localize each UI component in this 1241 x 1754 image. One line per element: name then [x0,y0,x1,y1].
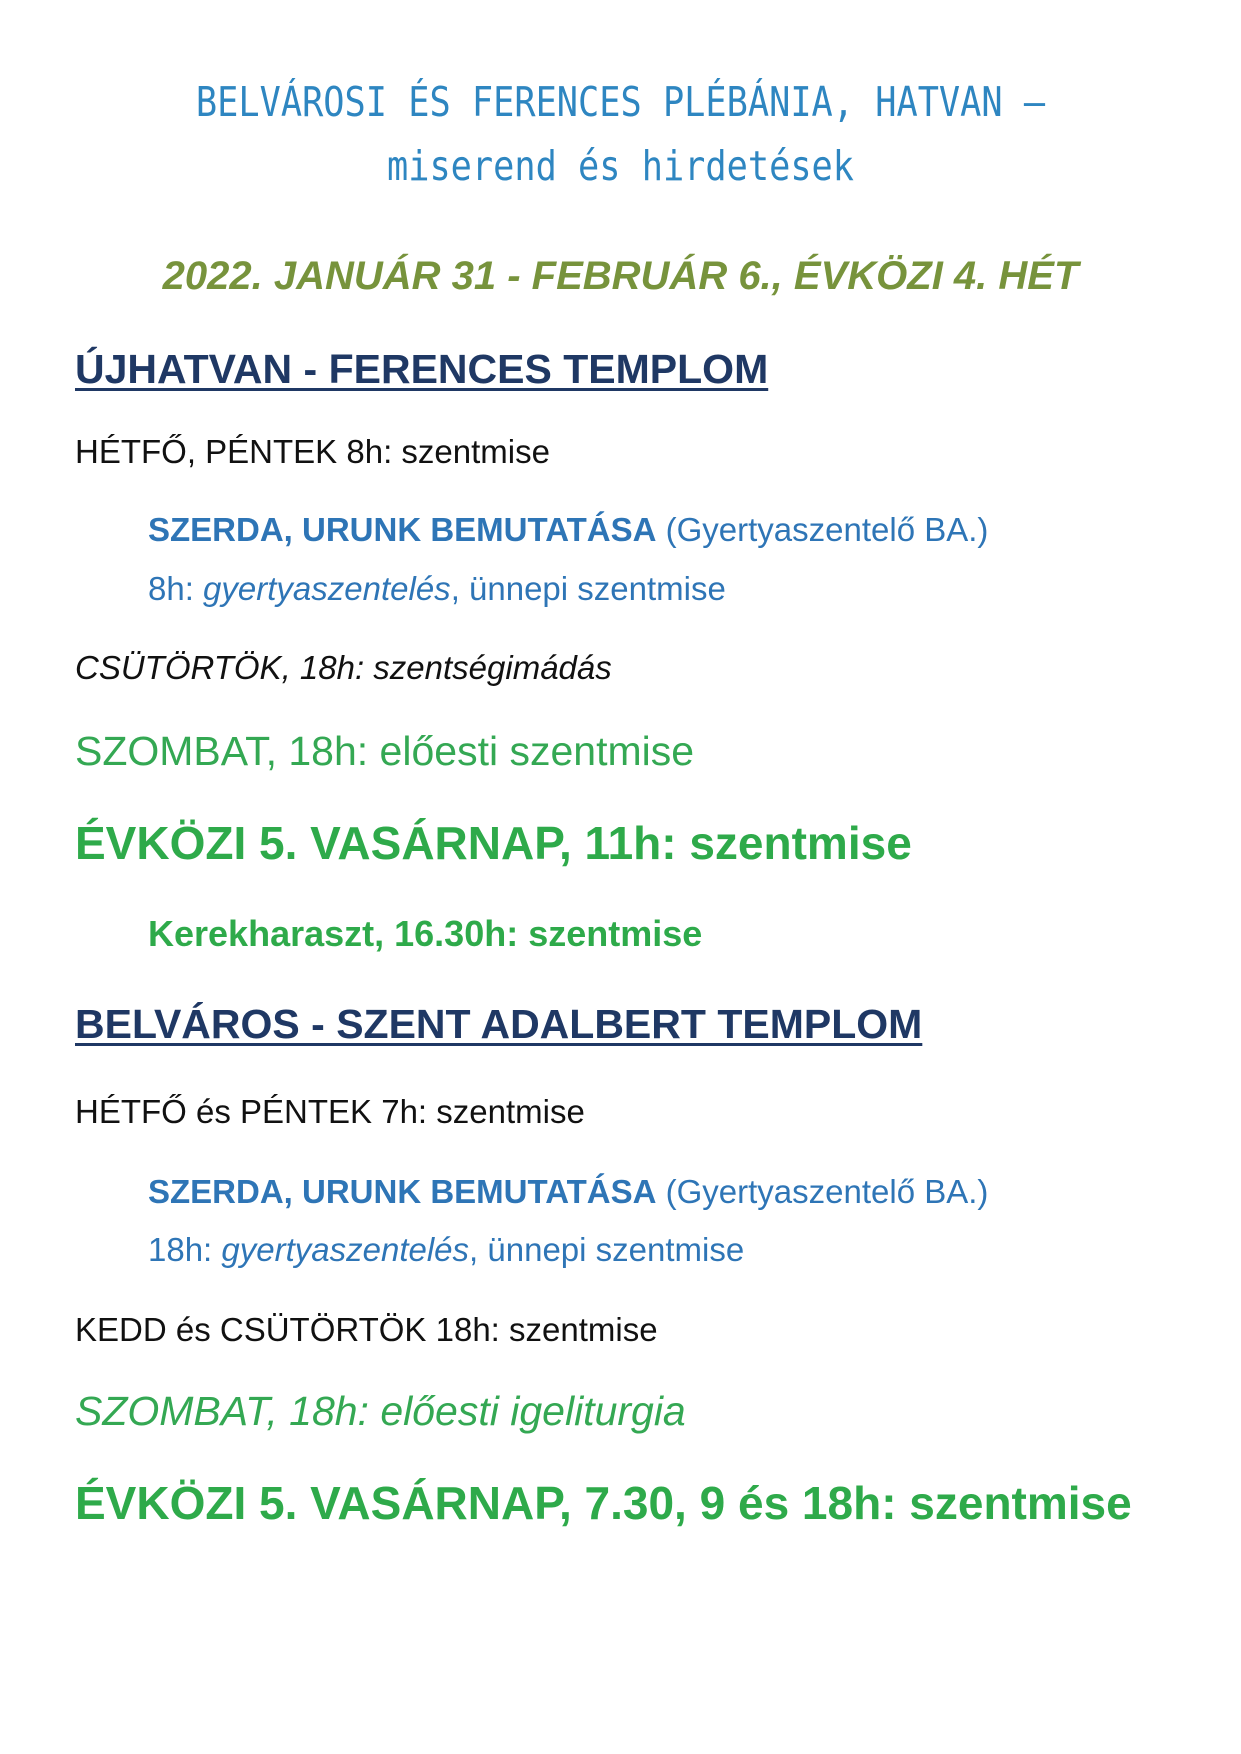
belvaros-wednesday-title [148,1172,988,1212]
schedule-wednesday-title [148,510,988,550]
schedule-saturday: SZOMBAT, 18h: előesti szentmise [75,728,695,774]
belvaros-wednesday-feast-note: (Gyertyaszentelő BA.) [665,1173,989,1210]
wednesday-feast-name: SZERDA, URUNK BEMUTATÁSA [148,511,657,548]
section-heading-belvaros: BELVÁROS - SZENT ADALBERT TEMPLOM [75,1001,923,1047]
belvaros-sunday: ÉVKÖZI 5. VASÁRNAP, 7.30, 9 és 18h: szentmise [75,1477,1132,1529]
belvaros-wednesday-candle-blessing: gyertyaszentelés [221,1231,470,1268]
wednesday-time: 8h: [148,570,204,607]
belvaros-tuesday-thursday: KEDD és CSÜTÖRTÖK 18h: szentmise [75,1311,658,1348]
wednesday-feast-note: (Gyertyaszentelő BA.) [665,511,989,548]
belvaros-monday-friday: HÉTFŐ és PÉNTEK 7h: szentmise [75,1093,585,1130]
section-heading-ujhatvan: ÚJHATVAN - FERENCES TEMPLOM [75,346,769,392]
wednesday-mass: , ünnepi szentmise [450,570,726,607]
schedule-sunday: ÉVKÖZI 5. VASÁRNAP, 11h: szentmise [75,817,912,869]
belvaros-wednesday-mass: , ünnepi szentmise [469,1231,745,1268]
schedule-kerekharaszt: Kerekharaszt, 16.30h: szentmise [148,913,703,954]
page-title-line-1: BELVÁROSI ÉS FERENCES PLÉBÁNIA, HATVAN – [195,78,1046,126]
belvaros-wednesday-details [148,1230,744,1270]
schedule-monday-friday: HÉTFŐ, PÉNTEK 8h: szentmise [75,433,550,470]
page-title-line-2: miserend és hirdetések [386,142,855,190]
belvaros-wednesday-time: 18h: [148,1231,222,1268]
schedule-wednesday-details [148,569,726,609]
schedule-thursday: CSÜTÖRTÖK, 18h: szentségimádás [75,649,612,686]
wednesday-candle-blessing: gyertyaszentelés [203,570,451,607]
week-date-range: 2022. JANUÁR 31 - FEBRUÁR 6., ÉVKÖZI 4. HÉT [162,254,1079,298]
belvaros-wednesday-feast-name: SZERDA, URUNK BEMUTATÁSA [148,1173,657,1210]
belvaros-saturday: SZOMBAT, 18h: előesti igeliturgia [75,1388,686,1434]
